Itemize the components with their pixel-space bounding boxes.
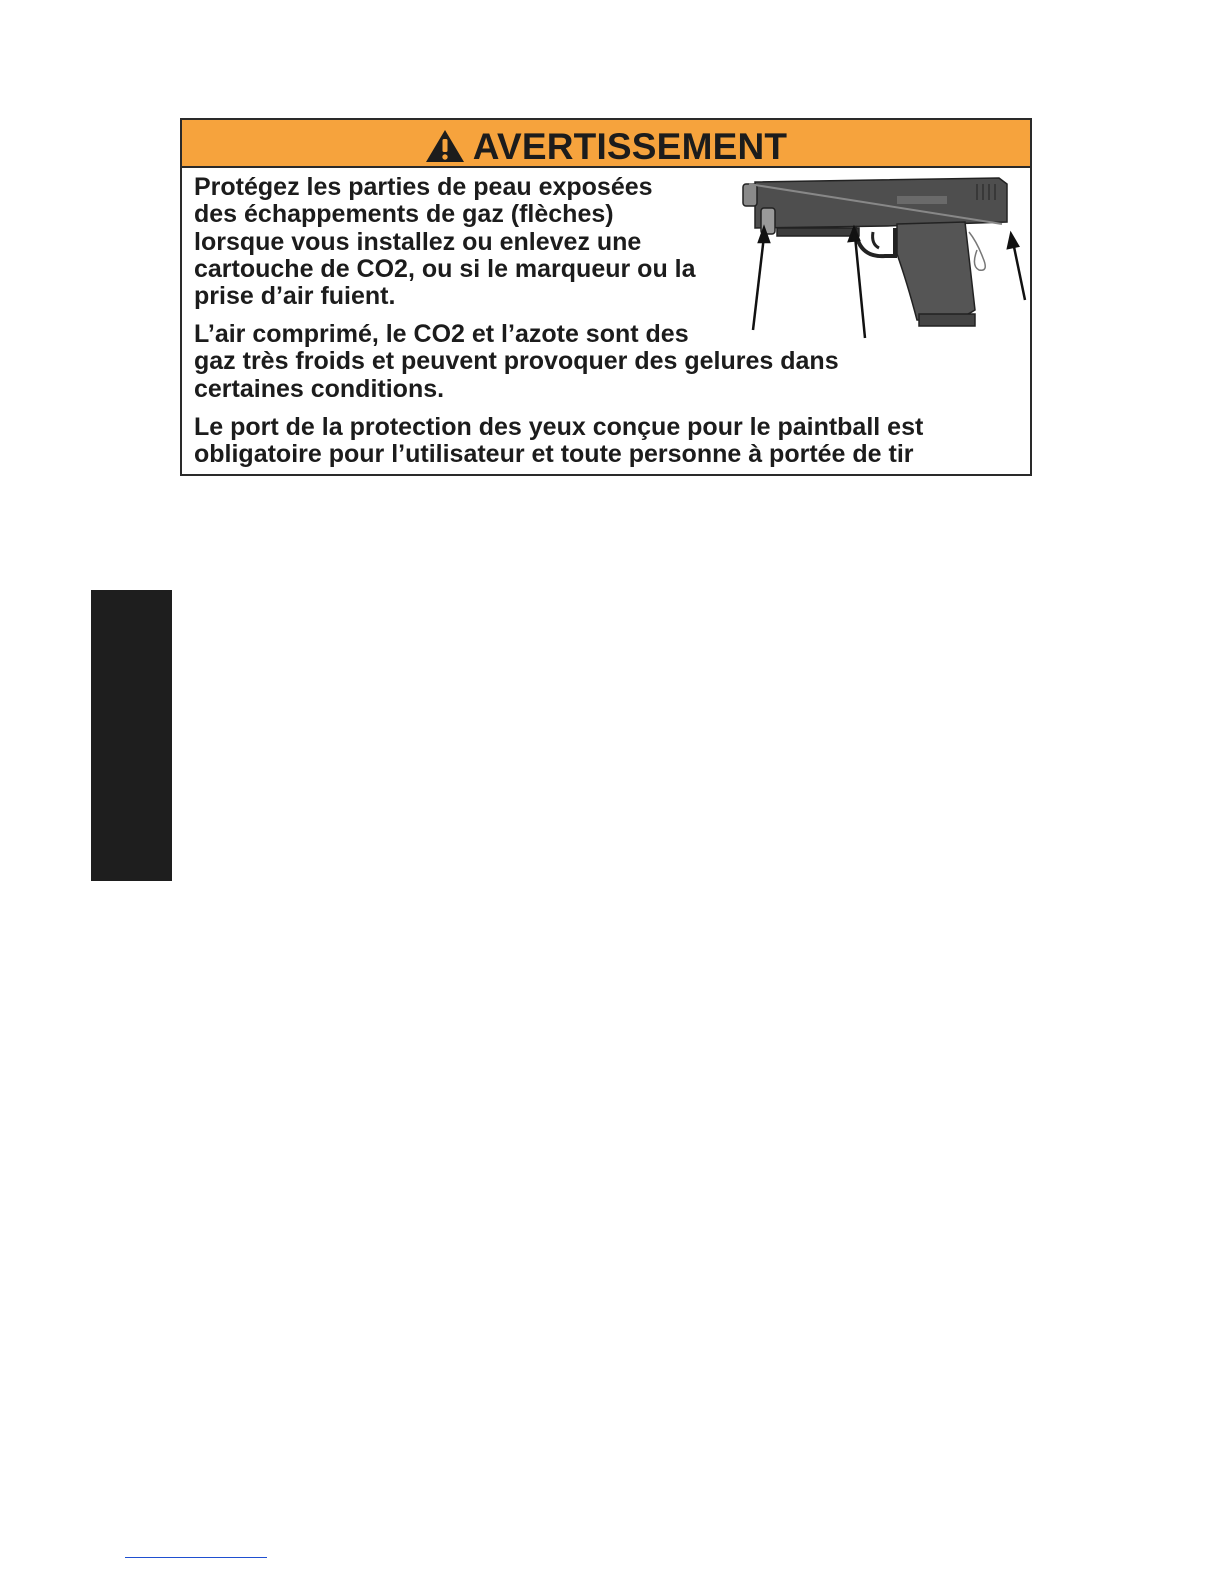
warning-box: [180, 118, 1032, 476]
footer-rule: [125, 1557, 267, 1558]
warning-paragraph-eye-protection: Le port de la protection des yeux conçue pour le paintball est obligatoire pour l’utilisateur et toute personne à portée de tir: [194, 413, 924, 469]
warning-paragraph-cold-gas: L’air comprimé, le CO2 et l’azote sont des gaz très froids et peuvent provoquer des gelures dans certaines conditions.: [194, 320, 839, 403]
warning-title: AVERTISSEMENT: [472, 126, 788, 167]
marker-body: [743, 178, 1007, 326]
section-thumb-tab: [91, 590, 172, 881]
warning-triangle-icon: [425, 129, 465, 163]
warning-header: [182, 120, 1030, 168]
paintball-marker-illustration: [737, 170, 1027, 340]
warning-paragraph-skin: Protégez les parties de peau exposées des échappements de gaz (flèches) lorsque vous installez ou enlevez une cartouche de CO2, ou si le marqueur ou la prise d’air fuient.: [194, 173, 696, 311]
exhaust-arrow-icon: [753, 228, 1025, 338]
